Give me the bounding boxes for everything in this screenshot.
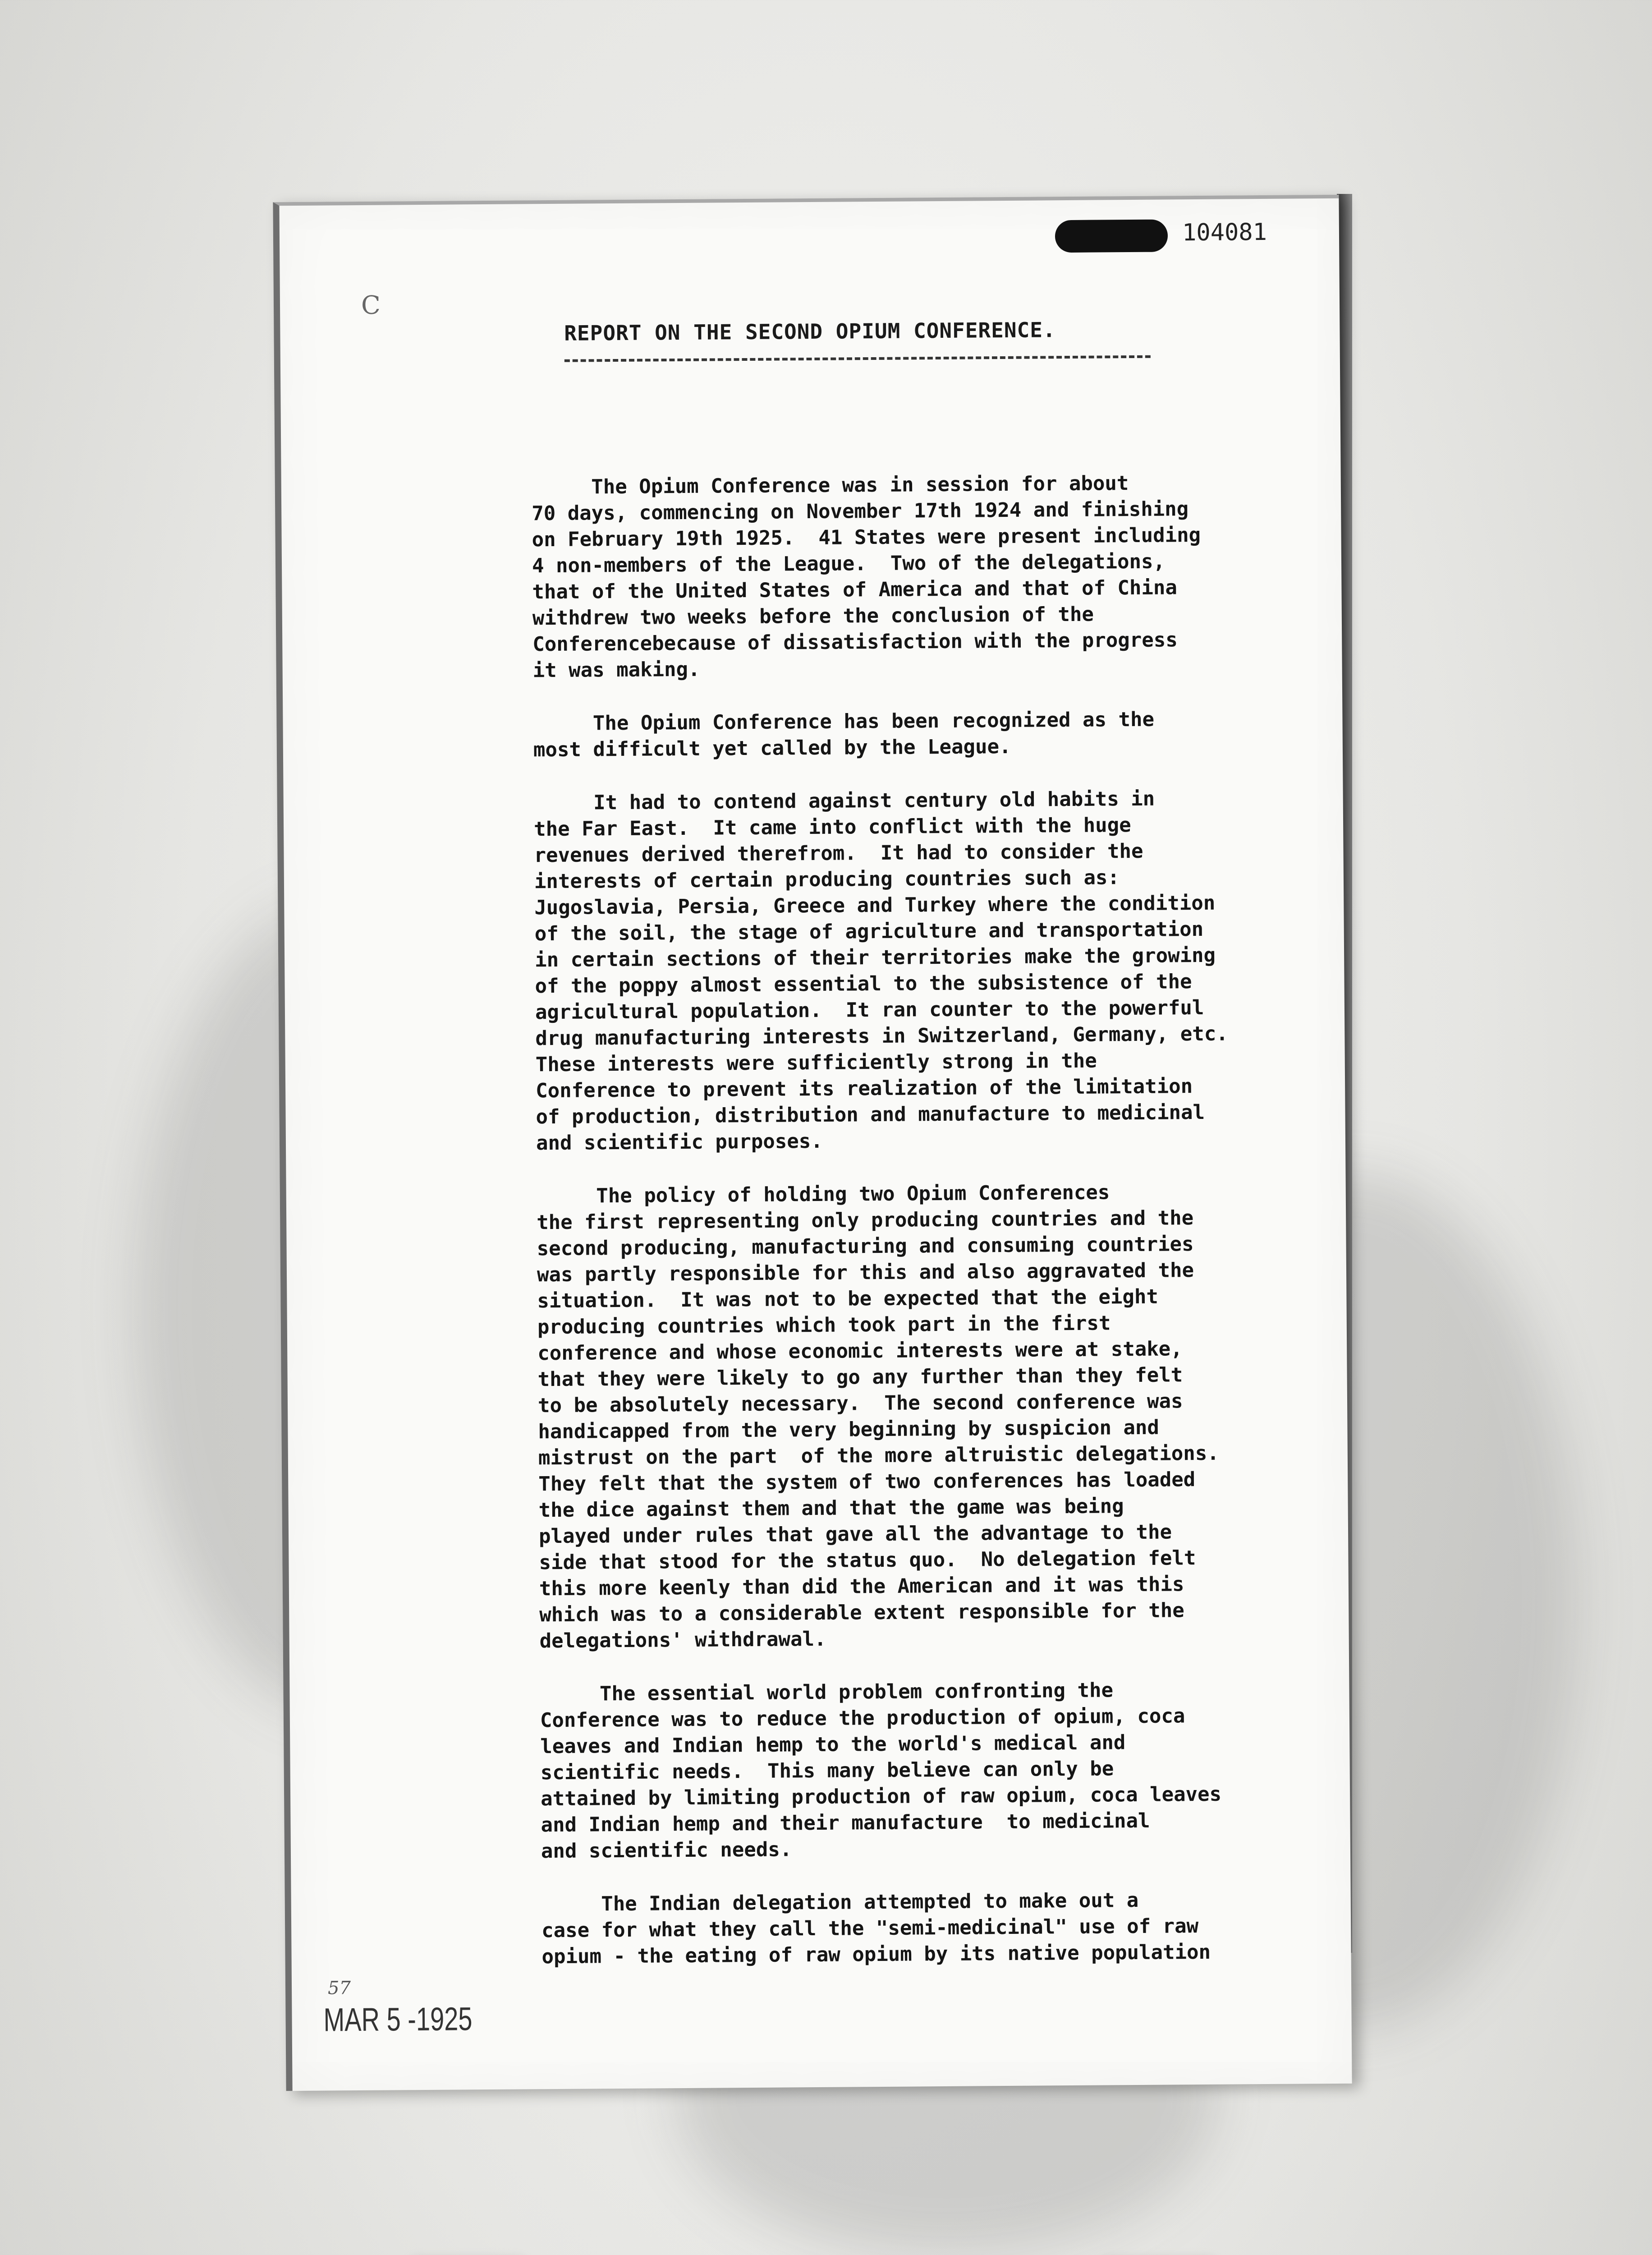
text-line: It had to contend against century old habits in [533, 787, 1155, 815]
text-line: of the poppy almost essential to the subsistence of the [535, 970, 1192, 998]
text-line: delegations' withdrawal. [539, 1627, 826, 1653]
text-line: it was making. [532, 658, 700, 682]
text-line: Conference was to reduce the production of opium, coca [540, 1704, 1185, 1732]
text-line: most difficult yet called by the League. [533, 735, 1011, 762]
text-line: interests of certain producing countries such as: [534, 866, 1120, 893]
paragraph [541, 1886, 1317, 1970]
text-line: side that stood for the status quo. No delegation felt [539, 1546, 1196, 1574]
text-line: Conference to prevent its realization of the limitation [536, 1075, 1193, 1103]
text-line: agricultural population. It ran counter to the powerful [535, 996, 1204, 1024]
text-line: The policy of holding two Opium Conferences [536, 1181, 1110, 1208]
text-line: of production, distribution and manufacture to medicinal [536, 1100, 1205, 1129]
text-line: situation. It was not to be expected that the eight [537, 1285, 1159, 1313]
text-line: revenues derived therefrom. It had to consider the [534, 839, 1143, 867]
text-line: played under rules that gave all the advantage to the [538, 1520, 1172, 1548]
text-line: was partly responsible for this and also aggravated the [537, 1259, 1194, 1287]
document-number: 104081 [1182, 218, 1267, 247]
text-line: withdrew two weeks before the conclusion of the [532, 603, 1094, 630]
text-line: scientific needs. This many believe can only be [540, 1757, 1114, 1785]
margin-mark: C [361, 290, 381, 320]
text-line: producing countries which took part in the first [537, 1312, 1111, 1339]
text-line: handicapped from the very beginning by suspicion and [538, 1416, 1160, 1444]
text-line: attained by limiting production of raw opium, coca leaves [540, 1782, 1222, 1811]
text-line: the Far East. It came into conflict with the huge [533, 814, 1131, 841]
text-line: case for what they call the "semi-medicinal" use of raw [541, 1914, 1199, 1942]
text-line: and scientific purposes. [536, 1129, 823, 1155]
text-line: and Indian hemp and their manufacture to medicinal [541, 1809, 1150, 1837]
text-line: and scientific needs. [541, 1838, 792, 1863]
text-line: The Opium Conference has been recognized as the [533, 708, 1155, 736]
redaction-mark [1055, 219, 1168, 253]
text-line: These interests were sufficiently strong in the [535, 1049, 1097, 1077]
text-line: on February 19th 1925. 41 States were present including [532, 523, 1201, 552]
text-line: 70 days, commencing on November 17th 1924 and finishing [532, 497, 1189, 525]
text-line: The Indian delegation attempted to make out a [541, 1888, 1139, 1916]
title-underline [564, 355, 1151, 362]
text-line: that of the United States of America and that of China [532, 576, 1178, 604]
text-line: second producing, manufacturing and consuming countries [537, 1233, 1194, 1261]
text-line: the dice against them and that the game was being [538, 1495, 1124, 1522]
paragraph [537, 1178, 1315, 1654]
page-title: REPORT ON THE SECOND OPIUM CONFERENCE. [564, 318, 1056, 345]
text-line: Jugoslavia, Persia, Greece and Turkey where the condition [534, 891, 1216, 920]
text-line: They felt that the system of two conferences has loaded [538, 1468, 1196, 1496]
text-line: leaves and Indian hemp to the world's medical and [540, 1731, 1126, 1758]
text-line: mistrust on the part of the more altruistic delegations. [538, 1441, 1219, 1470]
paragraph [532, 469, 1308, 684]
text-line: of the soil, the stage of agriculture and transportation [534, 917, 1204, 946]
document-body [532, 469, 1318, 1997]
text-line: in certain sections of their territories make the growing [534, 943, 1216, 972]
text-line: drug manufacturing interests in Switzerland, Germany, etc. [535, 1022, 1228, 1050]
date-stamp: MAR 5 -1925 [323, 2000, 473, 2039]
paragraph [534, 785, 1312, 1156]
text-line: this more keenly than did the American and it was this [539, 1573, 1184, 1601]
text-line: The Opium Conference was in session for about [531, 472, 1129, 499]
text-line: The essential world problem confronting the [540, 1679, 1114, 1706]
text-line: which was to a considerable extent responsible for the [539, 1599, 1184, 1627]
text-line: conference and whose economic interests were at stake, [537, 1337, 1183, 1365]
text-line: the first representing only producing countries and the [537, 1206, 1194, 1234]
text-line: opium - the eating of raw opium by its native population [541, 1940, 1211, 1969]
text-line: Conferencebecause of dissatisfaction with the progress [532, 628, 1178, 656]
text-line: 4 non-members of the League. Two of the delegations, [532, 550, 1166, 578]
text-line: that they were likely to go any further than they felt [537, 1363, 1183, 1391]
paragraph [540, 1676, 1317, 1864]
text-line: to be absolutely necessary. The second conference was [537, 1390, 1183, 1417]
stamp-annotation: 57 [327, 1978, 351, 1999]
document-page [273, 195, 1352, 2091]
paragraph [533, 705, 1309, 763]
